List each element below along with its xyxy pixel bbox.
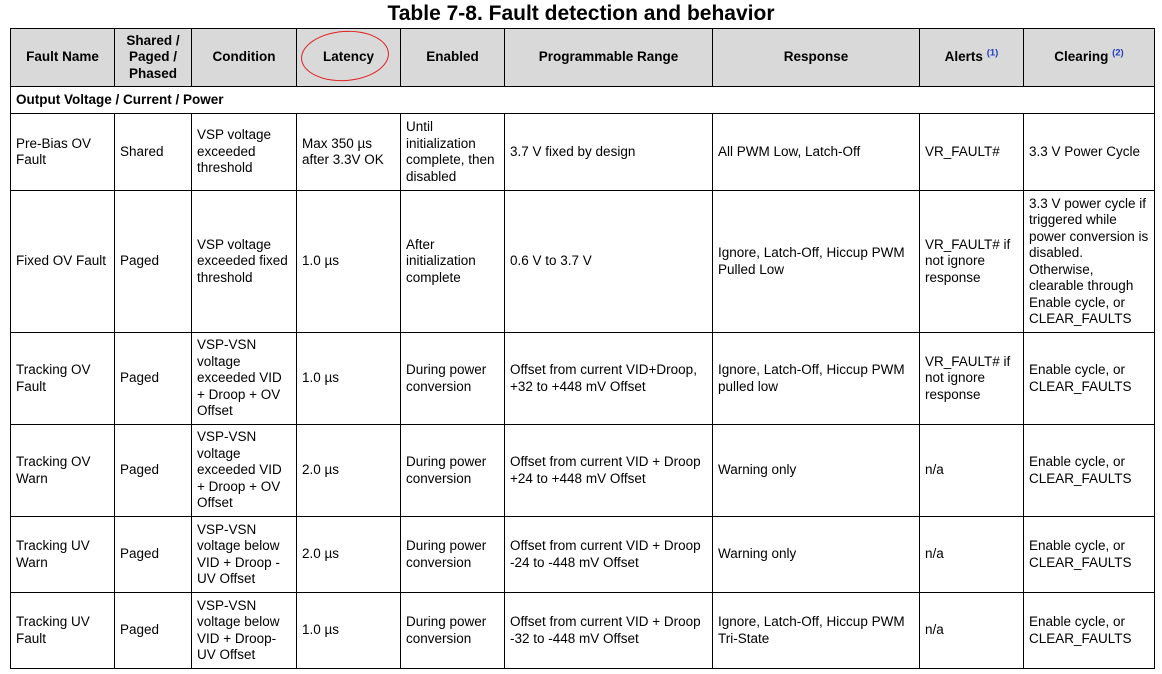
cell-fault-name: Pre-Bias OV Fault	[11, 114, 115, 191]
clearing-footnote-link[interactable]: (2)	[1112, 47, 1124, 59]
col-latency-label: Latency	[322, 49, 375, 65]
col-enabled: Enabled	[401, 29, 505, 87]
cell-scope: Paged	[115, 517, 192, 593]
table-title: Table 7-8. Fault detection and behavior	[387, 2, 775, 25]
cell-clearing: Enable cycle, or CLEAR_FAULTS	[1024, 593, 1155, 669]
cell-fault-name: Fixed OV Fault	[11, 191, 115, 333]
cell-clearing: Enable cycle, or CLEAR_FAULTS	[1024, 517, 1155, 593]
cell-enabled: During power conversion	[401, 333, 505, 425]
cell-latency: 1.0 µs	[297, 333, 401, 425]
table-row	[11, 517, 1155, 593]
cell-condition: VSP-VSN voltage exceeded VID + Droop + OV Offset	[192, 333, 297, 425]
col-alerts	[920, 29, 1024, 87]
table-row	[11, 425, 1155, 517]
fault-table	[10, 28, 1155, 669]
col-scope: Shared / Paged / Phased	[115, 29, 192, 87]
col-response: Response	[713, 29, 920, 87]
cell-condition: VSP voltage exceeded threshold	[192, 114, 297, 191]
cell-condition: VSP-VSN voltage exceeded VID + Droop + OV Offset	[192, 425, 297, 517]
col-fault-name: Fault Name	[11, 29, 115, 87]
cell-range: 0.6 V to 3.7 V	[505, 191, 713, 333]
cell-latency: 1.0 µs	[297, 593, 401, 669]
col-clearing-label: Clearing	[1054, 49, 1109, 65]
cell-latency: 2.0 µs	[297, 425, 401, 517]
cell-clearing: Enable cycle, or CLEAR_FAULTS	[1024, 333, 1155, 425]
table-row	[11, 114, 1155, 191]
cell-alerts: n/a	[920, 517, 1024, 593]
cell-range: Offset from current VID + Droop -24 to -448 mV Offset	[505, 517, 713, 593]
cell-enabled: During power conversion	[401, 425, 505, 517]
table-row	[11, 593, 1155, 669]
cell-range: Offset from current VID + Droop +24 to +448 mV Offset	[505, 425, 713, 517]
cell-clearing: 3.3 V Power Cycle	[1024, 114, 1155, 191]
cell-latency: 1.0 µs	[297, 191, 401, 333]
header-row	[11, 29, 1155, 87]
cell-scope: Paged	[115, 425, 192, 517]
cell-alerts: VR_FAULT#	[920, 114, 1024, 191]
cell-scope: Paged	[115, 333, 192, 425]
section-label: Output Voltage / Current / Power	[11, 87, 1155, 114]
cell-range: Offset from current VID+Droop, +32 to +448 mV Offset	[505, 333, 713, 425]
cell-enabled: During power conversion	[401, 517, 505, 593]
cell-response: Ignore, Latch-Off, Hiccup PWM Tri-State	[713, 593, 920, 669]
col-alerts-label: Alerts	[944, 49, 983, 65]
cell-alerts: n/a	[920, 425, 1024, 517]
cell-response: Warning only	[713, 517, 920, 593]
cell-response: All PWM Low, Latch-Off	[713, 114, 920, 191]
cell-latency: Max 350 µs after 3.3V OK	[297, 114, 401, 191]
cell-enabled: Until initialization complete, then disabled	[401, 114, 505, 191]
cell-condition: VSP voltage exceeded fixed threshold	[192, 191, 297, 333]
cell-enabled: After initialization complete	[401, 191, 505, 333]
cell-range: 3.7 V fixed by design	[505, 114, 713, 191]
cell-condition: VSP-VSN voltage below VID + Droop - UV Offset	[192, 517, 297, 593]
col-latency	[297, 29, 401, 87]
cell-clearing: 3.3 V power cycle if triggered while power conversion is disabled. Otherwise, clearable through Enable cycle, or CLEAR_FAULTS	[1024, 191, 1155, 333]
cell-response: Warning only	[713, 425, 920, 517]
cell-alerts: n/a	[920, 593, 1024, 669]
table-row	[11, 333, 1155, 425]
cell-response: Ignore, Latch-Off, Hiccup PWM pulled low	[713, 333, 920, 425]
cell-fault-name: Tracking OV Fault	[11, 333, 115, 425]
alerts-footnote-link[interactable]: (1)	[986, 47, 999, 59]
cell-clearing: Enable cycle, or CLEAR_FAULTS	[1024, 425, 1155, 517]
col-range: Programmable Range	[505, 29, 713, 87]
cell-condition: VSP-VSN voltage below VID + Droop- UV Offset	[192, 593, 297, 669]
cell-latency: 2.0 µs	[297, 517, 401, 593]
cell-fault-name: Tracking UV Fault	[11, 593, 115, 669]
cell-scope: Paged	[115, 593, 192, 669]
table-row	[11, 191, 1155, 333]
cell-alerts: VR_FAULT# if not ignore response	[920, 333, 1024, 425]
cell-alerts: VR_FAULT# if not ignore response	[920, 191, 1024, 333]
cell-response: Ignore, Latch-Off, Hiccup PWM Pulled Low	[713, 191, 920, 333]
cell-scope: Shared	[115, 114, 192, 191]
col-clearing	[1024, 29, 1155, 87]
cell-fault-name: Tracking UV Warn	[11, 517, 115, 593]
cell-range: Offset from current VID + Droop -32 to -448 mV Offset	[505, 593, 713, 669]
section-row	[11, 87, 1155, 114]
cell-fault-name: Tracking OV Warn	[11, 425, 115, 517]
col-condition: Condition	[192, 29, 297, 87]
cell-scope: Paged	[115, 191, 192, 333]
cell-enabled: During power conversion	[401, 593, 505, 669]
